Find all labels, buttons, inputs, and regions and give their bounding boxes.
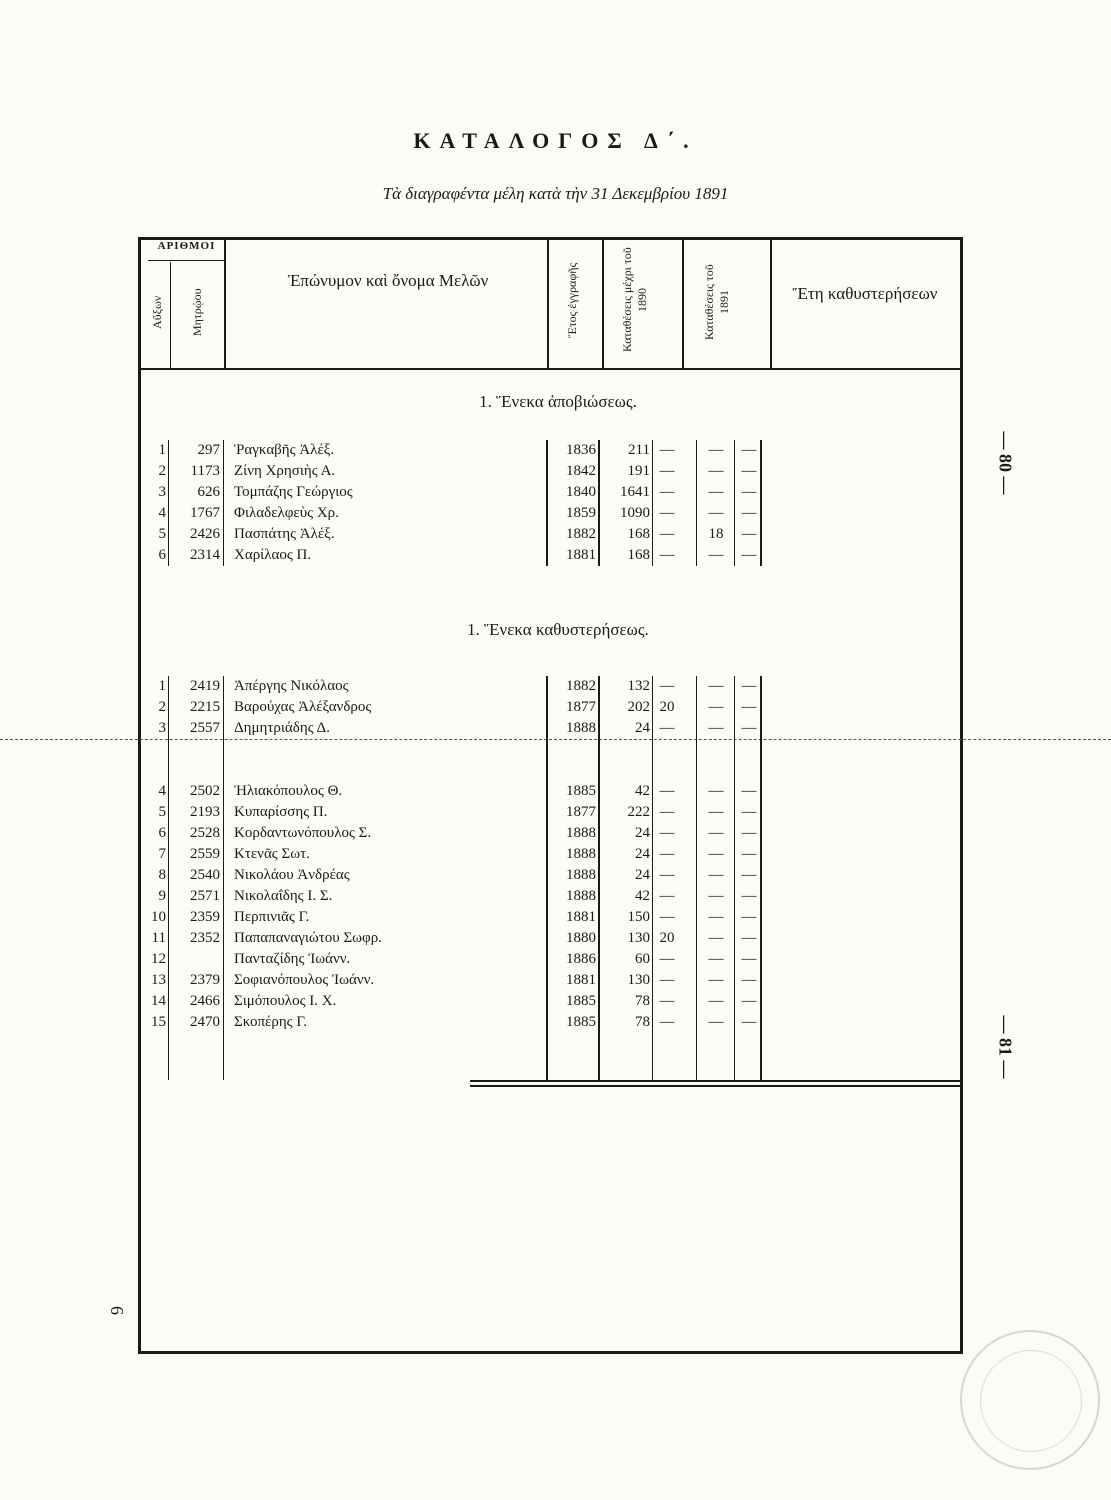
row-rule: [734, 676, 735, 1033]
col-sep-year: [602, 237, 604, 370]
cell-c2: —: [741, 699, 757, 715]
cell-dep1891: —: [659, 972, 675, 988]
cell-year: 1888: [566, 846, 596, 862]
cell-c2: —: [741, 804, 757, 820]
cell-year: 1881: [566, 909, 596, 925]
cell-c1: —: [708, 951, 724, 967]
cell-c1: —: [708, 442, 724, 458]
row-rule: [696, 440, 697, 566]
header-separator: [138, 368, 963, 370]
cell-c2: —: [741, 825, 757, 841]
left-page-number: 6: [107, 1306, 127, 1315]
cell-dep1891: —: [659, 783, 675, 799]
cell-c2: —: [741, 678, 757, 694]
cell-aa: 5: [158, 526, 166, 542]
cell-year: 1888: [566, 720, 596, 736]
table-row: [0, 461, 1111, 482]
cell-name: Χαρίλαος Π.: [234, 547, 312, 563]
table-row: [0, 718, 1111, 739]
cell-c2: —: [741, 888, 757, 904]
cell-mitroo: 2559: [190, 846, 220, 862]
cell-c1: —: [708, 720, 724, 736]
cell-name: Ἀπέργης Νικόλαος: [234, 678, 349, 694]
cell-dep1891: —: [659, 825, 675, 841]
col-sep-aa: [170, 262, 171, 369]
cell-dep1890: 132: [627, 678, 650, 694]
row-rule: [760, 440, 762, 566]
cell-dep1891: 20: [659, 699, 675, 715]
cell-dep1890: 211: [628, 442, 650, 458]
cell-dep1891: —: [659, 547, 675, 563]
table-row: [0, 928, 1111, 949]
cell-c1: —: [708, 505, 724, 521]
section-heading-death: 1. Ἕνεκα ἀποβιώσεως.: [479, 392, 637, 411]
cell-dep1890: 130: [627, 930, 650, 946]
cell-mitroo: 2470: [190, 1014, 220, 1030]
row-rule: [223, 676, 224, 1033]
cell-name: Νικολάου Ἀνδρέας: [234, 867, 350, 883]
cell-dep1891: —: [659, 720, 675, 736]
col-sep-name-right: [547, 237, 549, 370]
cell-name: Περπινιᾶς Γ.: [234, 909, 310, 925]
cell-name: Παπαπαναγιώτου Σωφρ.: [234, 930, 382, 946]
table-row: [0, 1012, 1111, 1033]
cell-name: Ῥαγκαβῆς Ἀλέξ.: [234, 442, 335, 458]
cell-dep1891: 20: [659, 930, 675, 946]
cell-aa: 5: [158, 804, 166, 820]
table-row: [0, 440, 1111, 461]
cell-dep1891: —: [659, 804, 675, 820]
row-rule: [168, 676, 169, 1033]
cell-c1: —: [708, 888, 724, 904]
cell-name: Νικολαΐδης Ι. Σ.: [234, 888, 333, 904]
table-row: [0, 545, 1111, 566]
header-aukson: Αὔξων: [150, 295, 164, 329]
cell-aa: 10: [151, 909, 166, 925]
table-row: [0, 865, 1111, 886]
cell-mitroo: 2359: [190, 909, 220, 925]
cell-c1: 18: [708, 526, 724, 542]
cell-mitroo: 2215: [190, 699, 220, 715]
row-rule: [734, 440, 735, 566]
cell-c1: —: [708, 783, 724, 799]
cell-aa: 12: [151, 951, 166, 967]
table-row: [0, 823, 1111, 844]
cell-c1: —: [708, 909, 724, 925]
cell-c2: —: [741, 720, 757, 736]
cell-dep1891: —: [659, 951, 675, 967]
cell-aa: 6: [158, 825, 166, 841]
bottom-rule-1: [470, 1080, 960, 1082]
table-row: [0, 482, 1111, 503]
header-eti: Ἔτη καθυστερήσεων: [792, 284, 938, 303]
cell-mitroo: 2528: [190, 825, 220, 841]
row-rule: [652, 676, 653, 1033]
table-row: [0, 781, 1111, 802]
cell-year: 1881: [566, 547, 596, 563]
cell-mitroo: 297: [197, 442, 220, 458]
table-row: [0, 802, 1111, 823]
cell-mitroo: 2571: [190, 888, 220, 904]
cell-year: 1877: [566, 804, 596, 820]
cell-mitroo: 2557: [190, 720, 220, 736]
cell-dep1891: —: [659, 526, 675, 542]
cell-c1: —: [708, 699, 724, 715]
cell-dep1891: —: [659, 909, 675, 925]
table-row: [0, 949, 1111, 970]
arithmoi-underline: [148, 260, 225, 261]
table-row: [0, 991, 1111, 1012]
table-row: [0, 697, 1111, 718]
cell-c1: —: [708, 993, 724, 1009]
table-row: [0, 503, 1111, 524]
cell-year: 1885: [566, 1014, 596, 1030]
cell-c2: —: [741, 909, 757, 925]
header-mitroou: Μητρῴου: [190, 288, 204, 336]
row-rule-tail: [546, 1033, 548, 1080]
cell-aa: 3: [158, 484, 166, 500]
cell-dep1891: —: [659, 1014, 675, 1030]
cell-name: Σκοπέρης Γ.: [234, 1014, 307, 1030]
cell-name: Πανταζίδης Ἰωάνν.: [234, 951, 351, 967]
cell-mitroo: 2419: [190, 678, 220, 694]
table-row: [0, 970, 1111, 991]
header-name: Ἐπώνυμον καὶ ὄνομα Μελῶν: [287, 271, 489, 290]
cell-name: Κτενᾶς Σωτ.: [234, 846, 310, 862]
header-dep1891: Καταθέσεις τοῦ 1891: [702, 264, 731, 340]
header-etos: Ἔτος ἐγγραφῆς: [565, 262, 579, 338]
cell-mitroo: 2352: [190, 930, 220, 946]
cell-dep1890: 191: [627, 463, 650, 479]
cell-aa: 6: [158, 547, 166, 563]
row-rule-tail: [598, 1033, 600, 1080]
cell-year: 1882: [566, 678, 596, 694]
cell-c1: —: [708, 846, 724, 862]
cell-mitroo: 2466: [190, 993, 220, 1009]
cell-name: Φιλαδελφεὺς Χρ.: [234, 505, 339, 521]
cell-dep1890: 222: [627, 804, 650, 820]
cell-dep1891: —: [659, 442, 675, 458]
cell-year: 1888: [566, 867, 596, 883]
cell-year: 1885: [566, 993, 596, 1009]
row-rule: [652, 440, 653, 566]
cell-c2: —: [741, 463, 757, 479]
cell-year: 1885: [566, 783, 596, 799]
cell-mitroo: 1767: [190, 505, 220, 521]
row-rule-tail: [652, 1033, 653, 1080]
cell-c2: —: [741, 783, 757, 799]
row-rule-tail: [734, 1033, 735, 1080]
cell-c1: —: [708, 678, 724, 694]
row-rule: [546, 676, 548, 1033]
cell-c1: —: [708, 463, 724, 479]
cell-dep1891: —: [659, 846, 675, 862]
table-row: [0, 886, 1111, 907]
cell-dep1890: 168: [627, 526, 650, 542]
cell-aa: 14: [151, 993, 166, 1009]
cell-aa: 11: [151, 930, 166, 946]
table-row: [0, 676, 1111, 697]
cell-aa: 9: [158, 888, 166, 904]
row-rule-tail: [760, 1033, 762, 1080]
cell-dep1891: —: [659, 484, 675, 500]
row-rule: [223, 440, 224, 566]
cell-name: Ζίνη Χρησιὴς Α.: [234, 463, 336, 479]
table-row: [0, 844, 1111, 865]
cell-dep1891: —: [659, 993, 675, 1009]
cell-year: 1888: [566, 825, 596, 841]
cell-dep1890: 24: [635, 825, 650, 841]
cell-name: Δημητριάδης Δ.: [234, 720, 330, 736]
cell-mitroo: 626: [197, 484, 220, 500]
cell-dep1891: —: [659, 678, 675, 694]
cell-year: 1881: [566, 972, 596, 988]
cell-mitroo: 2540: [190, 867, 220, 883]
cell-dep1890: 24: [635, 720, 650, 736]
cell-dep1890: 1641: [620, 484, 650, 500]
margin-page-81: — 81 —: [995, 1015, 1016, 1079]
row-rule: [760, 676, 762, 1033]
cell-dep1890: 60: [635, 951, 650, 967]
cell-mitroo: 1173: [190, 463, 220, 479]
cell-aa: 15: [151, 1014, 166, 1030]
row-rule-tail: [168, 1033, 169, 1080]
cell-c2: —: [741, 972, 757, 988]
table-row: [0, 907, 1111, 928]
section-heading-arrears: 1. Ἕνεκα καθυστερήσεως.: [467, 620, 649, 639]
cell-aa: 2: [158, 463, 166, 479]
row-rule: [696, 676, 697, 1033]
cell-dep1890: 24: [635, 846, 650, 862]
cell-dep1890: 150: [627, 909, 650, 925]
cell-c2: —: [741, 951, 757, 967]
cell-aa: 1: [158, 442, 166, 458]
cell-aa: 7: [158, 846, 166, 862]
cell-mitroo: 2193: [190, 804, 220, 820]
cell-dep1890: 78: [635, 1014, 650, 1030]
cell-mitroo: 2379: [190, 972, 220, 988]
cell-mitroo: 2502: [190, 783, 220, 799]
cell-name: Κυπαρίσσης Π.: [234, 804, 328, 820]
cell-name: Τομπάζης Γεώργιος: [234, 484, 353, 500]
page-title: ΚΑΤΑΛΟΓΟΣ Δ΄.: [413, 128, 698, 153]
cell-dep1890: 130: [627, 972, 650, 988]
cell-dep1890: 24: [635, 867, 650, 883]
cell-aa: 1: [158, 678, 166, 694]
col-sep-name-left: [224, 237, 226, 370]
cell-c2: —: [741, 993, 757, 1009]
col-sep-dep1890: [682, 237, 684, 370]
cell-name: Ἠλιακόπουλος Θ.: [234, 783, 343, 799]
fold-line: [0, 739, 1111, 741]
cell-aa: 4: [158, 783, 166, 799]
cell-dep1891: —: [659, 505, 675, 521]
cell-name: Κορδαντωνόπουλος Σ.: [234, 825, 372, 841]
cell-aa: 4: [158, 505, 166, 521]
cell-mitroo: 2314: [190, 547, 220, 563]
cell-c1: —: [708, 930, 724, 946]
row-rule: [598, 676, 600, 1033]
row-rule-tail: [696, 1033, 697, 1080]
cell-c2: —: [741, 442, 757, 458]
cell-aa: 3: [158, 720, 166, 736]
cell-year: 1842: [566, 463, 596, 479]
header-dep1890: Καταθέσεις μέχρι τοῦ 1890: [620, 247, 649, 353]
cell-dep1890: 42: [635, 783, 650, 799]
cell-year: 1886: [566, 951, 596, 967]
cell-c2: —: [741, 867, 757, 883]
cell-name: Σιμόπουλος Ι. Χ.: [234, 993, 337, 1009]
cell-dep1891: —: [659, 888, 675, 904]
cell-c2: —: [741, 1014, 757, 1030]
page-subtitle: Τὰ διαγραφέντα μέλη κατὰ τὴν 31 Δεκεμβρίου 1891: [382, 184, 729, 203]
cell-year: 1836: [566, 442, 596, 458]
cell-mitroo: 2426: [190, 526, 220, 542]
cell-c1: —: [708, 972, 724, 988]
cell-year: 1859: [566, 505, 596, 521]
cell-c1: —: [708, 547, 724, 563]
cell-dep1890: 202: [627, 699, 650, 715]
header-arithmoi: ΑΡΙΘΜΟΙ: [157, 240, 216, 252]
cell-aa: 13: [151, 972, 166, 988]
cell-year: 1888: [566, 888, 596, 904]
cell-dep1890: 42: [635, 888, 650, 904]
cell-aa: 2: [158, 699, 166, 715]
cell-name: Βαρούχας Ἀλέξανδρος: [234, 699, 372, 715]
library-seal-inner: [980, 1350, 1082, 1452]
row-rule-tail: [223, 1033, 224, 1080]
cell-c2: —: [741, 505, 757, 521]
table-row: [0, 524, 1111, 545]
cell-c1: —: [708, 867, 724, 883]
row-rule: [168, 440, 169, 566]
row-rule: [598, 440, 600, 566]
cell-dep1891: —: [659, 867, 675, 883]
cell-c1: —: [708, 825, 724, 841]
cell-c2: —: [741, 526, 757, 542]
cell-c1: —: [708, 484, 724, 500]
library-seal: [960, 1330, 1100, 1470]
cell-year: 1880: [566, 930, 596, 946]
cell-dep1891: —: [659, 463, 675, 479]
cell-name: Πασπάτης Ἀλέξ.: [234, 526, 335, 542]
cell-aa: 8: [158, 867, 166, 883]
cell-c2: —: [741, 846, 757, 862]
cell-mitroo: [172, 949, 220, 970]
cell-name: Σοφιανόπουλος Ἰωάνν.: [234, 972, 375, 988]
cell-c2: —: [741, 547, 757, 563]
cell-c1: —: [708, 804, 724, 820]
cell-c2: —: [741, 930, 757, 946]
cell-year: 1882: [566, 526, 596, 542]
cell-c2: —: [741, 484, 757, 500]
cell-year: 1840: [566, 484, 596, 500]
cell-dep1890: 1090: [620, 505, 650, 521]
margin-page-80: — 80 —: [995, 431, 1016, 495]
row-rule: [546, 440, 548, 566]
cell-year: 1877: [566, 699, 596, 715]
cell-c1: —: [708, 1014, 724, 1030]
bottom-rule-2: [470, 1085, 960, 1087]
cell-dep1890: 168: [627, 547, 650, 563]
cell-dep1890: 78: [635, 993, 650, 1009]
